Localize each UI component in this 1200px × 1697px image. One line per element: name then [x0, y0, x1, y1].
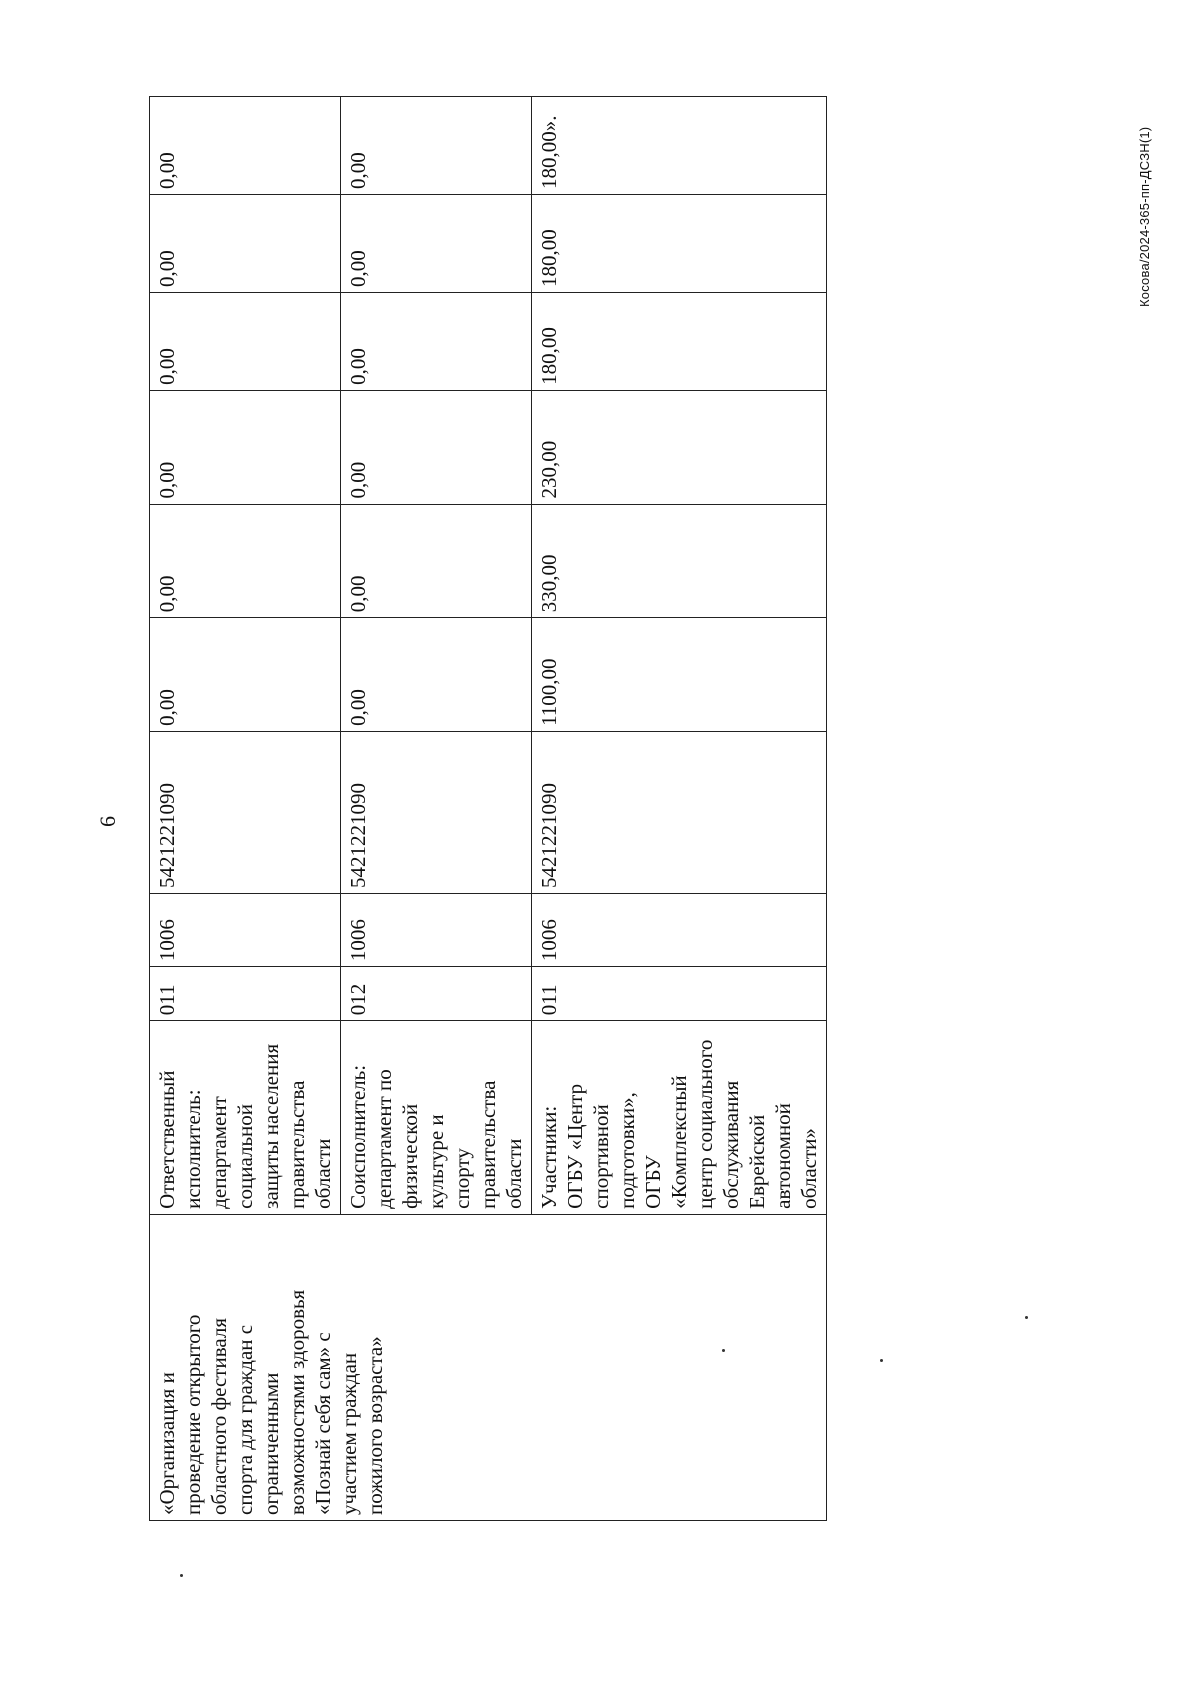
value-cell: 0,00 [150, 97, 341, 195]
value-cell: 0,00 [341, 97, 532, 195]
value-cell: 0,00 [341, 195, 532, 293]
value-cell: 180,00 [532, 292, 827, 390]
executor-cell: Ответственный исполнитель: департамент социальной защиты населения правительства области [150, 1021, 341, 1215]
rzpr-cell: 1006 [341, 894, 532, 967]
event-name-cell: «Организация и проведение открытого областного фестиваля спорта для граждан с ограниченными возможностями здоровья «Познай себя сам» с участием граждан пожилого возраста» [150, 1214, 827, 1520]
value-cell: 230,00 [532, 390, 827, 504]
csr-cell: 5421221090 [341, 731, 532, 893]
value-cell: 0,00 [150, 390, 341, 504]
rzpr-cell: 1006 [532, 894, 827, 967]
grbs-cell: 011 [532, 967, 827, 1021]
scan-speck [180, 1574, 183, 1577]
csr-cell: 5421221090 [532, 731, 827, 893]
scan-speck [722, 1349, 725, 1352]
value-cell: 0,00 [341, 292, 532, 390]
value-cell: 1100,00 [532, 618, 827, 732]
value-cell: 180,00 [532, 195, 827, 293]
executor-cell: Соисполнитель: департамент по физической культуре и спорту правительства области [341, 1021, 532, 1215]
csr-cell: 5421221090 [150, 731, 341, 893]
value-cell: 0,00 [150, 195, 341, 293]
scan-speck [880, 1359, 883, 1362]
scan-speck [1025, 1316, 1028, 1319]
document-code: Косова/2024-365-пп-ДСЗН(1) [1137, 126, 1152, 307]
budget-table [149, 96, 827, 1521]
value-cell: 0,00 [341, 504, 532, 618]
value-cell: 0,00 [341, 618, 532, 732]
page-number: 6 [95, 816, 120, 827]
executor-cell: Участники: ОГБУ «Центр спортивной подготовки», ОГБУ «Комплексный центр социального обслуживания Еврейской автономной области» [532, 1021, 827, 1215]
value-cell: 0,00 [150, 618, 341, 732]
value-cell: 180,00». [532, 97, 827, 195]
table-row [150, 97, 341, 1521]
value-cell: 0,00 [150, 504, 341, 618]
value-cell: 0,00 [341, 390, 532, 504]
value-cell: 0,00 [150, 292, 341, 390]
value-cell: 330,00 [532, 504, 827, 618]
grbs-cell: 012 [341, 967, 532, 1021]
rzpr-cell: 1006 [150, 894, 341, 967]
grbs-cell: 011 [150, 967, 341, 1021]
